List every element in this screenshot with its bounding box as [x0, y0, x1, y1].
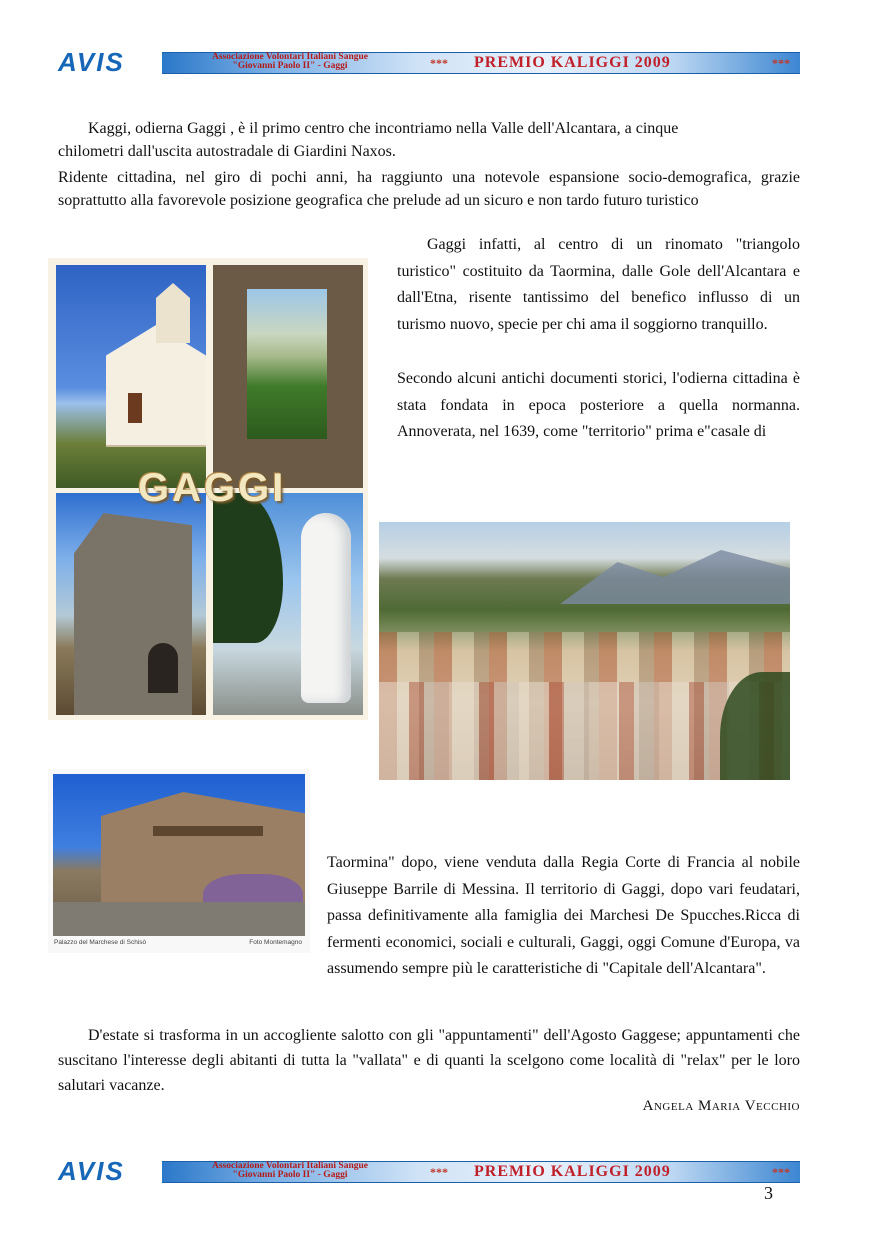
cobbled-road — [53, 902, 305, 936]
summer-paragraph: D'estate si trasforma in un accogliente salotto con gli "appuntamenti" dell'Agosto Gaggese; appuntamenti che suscitano l'interesse degli abitanti di tutta la "vallata" e di quanti la scelgono come località di "relax" per le loro salutari vacanze. — [58, 1027, 800, 1094]
mountain-range — [560, 544, 790, 604]
association-line-2: "Giovanni Paolo II" - Gaggi — [232, 61, 348, 71]
footer-award-title: PREMIO KALIGGI 2009 — [474, 1163, 671, 1180]
collage-label: GAGGI — [138, 466, 287, 510]
stone-tower-photo — [56, 493, 206, 715]
stars-right: *** — [772, 56, 790, 70]
stone-window-photo — [213, 265, 363, 488]
tree — [213, 493, 283, 643]
palace-photo — [53, 774, 305, 936]
history-paragraph: Secondo alcuni antichi documenti storici, l'odierna cittadina è stata fondata in epoca posteriore a quella normanna. Annoverata, nel 1639, come "territorio" prima e"casale di — [397, 370, 800, 440]
avis-logo: AVIS — [58, 47, 125, 77]
statue-photo — [213, 493, 363, 715]
history-continued-paragraph: Taormina" dopo, viene venduta dalla Regia Corte di Francia al nobile Giuseppe Barrile di Messina. Il territorio di Gaggi, dopo vari feudatari, passa definitivamente alla famiglia dei Marchesi De Spucches.Ricca di fermenti economici, sociali e culturali, Gaggi, oggi Comune d'Europa, va assumendo sempre più le caratteristiche di "Capitale dell'Alcantara". — [327, 854, 800, 977]
association-line-1: Associazione Volontari Italiani Sangue — [212, 52, 368, 62]
footer-banner — [58, 1156, 800, 1186]
award-title: PREMIO KALIGGI 2009 — [474, 54, 671, 71]
church-facade — [106, 325, 206, 447]
association-name — [170, 53, 410, 71]
palace-caption: Palazzo del Marchese di Schisò — [54, 939, 147, 946]
bell-tower — [156, 283, 190, 343]
footer-association-line-2: "Giovanni Paolo II" - Gaggi — [232, 1170, 348, 1180]
second-paragraph: Ridente cittadina, nel giro di pochi anni, ha raggiunto una notevole espansione socio-demografica, grazie soprattutto alla favorevole posizione geografica che prelude ad un sicuro e non tardo futuro turistico — [58, 169, 800, 209]
tower-arch — [148, 643, 178, 693]
footer-strip — [162, 1161, 800, 1183]
footer-association-line-1: Associazione Volontari Italiani Sangue — [212, 1161, 368, 1171]
avis-logo-footer: AVIS — [58, 1156, 125, 1186]
footer-stars-left: *** — [430, 1165, 448, 1179]
footer-association-name — [170, 1162, 410, 1180]
palace-postcard — [48, 769, 310, 953]
stars-left: *** — [430, 56, 448, 70]
photo-credit: Foto Montemagno — [249, 939, 302, 946]
intro-line-1: Kaggi, odierna Gaggi , è il primo centro che incontriamo nella Valle dell'Alcantara, a cinque — [88, 120, 679, 137]
intro-paragraph — [58, 117, 800, 163]
palace-balcony — [153, 826, 263, 836]
author-signature: Angela Maria Vecchio — [642, 1098, 800, 1114]
church-door — [128, 393, 142, 423]
white-statue — [301, 513, 351, 703]
header-banner — [58, 47, 800, 77]
triangle-paragraph: Gaggi infatti, al centro di un rinomato "triangolo turistico" costituito da Taormina, dalle Gole dell'Alcantara e dall'Etna, risente tantissimo del benefico influsso di un turismo nuovo, specie per chi ama il soggiorno tranquillo. — [397, 236, 800, 333]
window-view — [247, 289, 327, 439]
church-photo — [56, 265, 206, 488]
gaggi-postcard-collage — [48, 258, 368, 720]
intro-line-2: chilometri dall'uscita autostradale di Giardini Naxos. — [58, 143, 396, 160]
village-panorama-photo — [379, 522, 790, 780]
header-strip — [162, 52, 800, 74]
footer-stars-right: *** — [772, 1165, 790, 1179]
page-number: 3 — [764, 1183, 773, 1203]
